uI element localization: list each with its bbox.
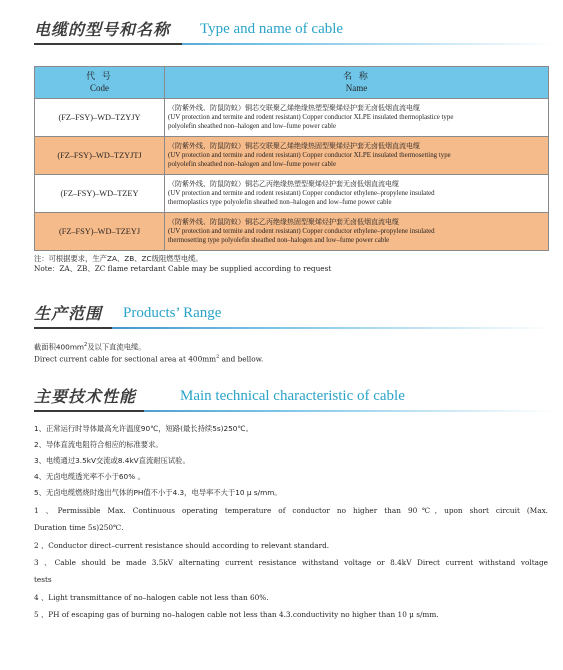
table-row xyxy=(35,137,549,175)
cable-name xyxy=(165,175,549,213)
section-divider-accent xyxy=(34,410,144,412)
cable-name-zh: （防紫外线、防鼠防蚁）铜芯交联聚乙烯绝缘热塑型聚烯烃护套无卤低烟直流电缆 xyxy=(168,103,420,112)
section-title-en: Type and name of cable xyxy=(200,21,344,37)
table-note xyxy=(34,254,331,274)
note-en: Note：ZA、ZB、ZC flame retardant Cable may be supplied according to request xyxy=(34,264,332,273)
cable-type-table xyxy=(34,66,549,251)
tech-item-en: 3 、Cable should be made 3.5kV alternating current resistance withstand voltage or 8.4kV Direct current withstand voltage xyxy=(34,558,548,567)
tech-item-zh: 4、无卤电缆透光率不小于60% 。 xyxy=(34,472,145,481)
range-zh-sup: 2 xyxy=(84,342,88,348)
section-type-and-name-header xyxy=(34,17,554,45)
cable-name-en-line2: thermosetting type polyolefin sheathed non–halogen and low–fume power cable xyxy=(168,237,390,245)
cable-name-en-line2: thermoplastics type polyolefin sheathed non–halogen and low–fume power cable xyxy=(168,199,392,207)
table-header-row xyxy=(35,67,549,99)
table-row xyxy=(35,213,549,251)
cable-name-zh: （防紫外线、防鼠防蚁）铜芯乙丙绝缘热固型聚烯烃护套无卤低烟直流电缆 xyxy=(168,217,399,226)
cable-name xyxy=(165,213,549,251)
section-divider-accent xyxy=(34,327,112,329)
section-divider xyxy=(34,327,554,329)
cable-name-zh: （防紫外线、防鼠防蚁）铜芯乙丙绝缘热塑型聚烯烃护套无卤低烟直流电缆 xyxy=(168,179,399,188)
tech-item-en: 5 、PH of escaping gas of burning no–halogen cable not less than 4.3.conductivity no higher than 10 μ s/mm. xyxy=(34,610,439,619)
section-title-en: Main technical characteristic of cable xyxy=(180,388,405,404)
range-zh xyxy=(34,340,263,352)
tech-item-en: 1 、Permissible Max. Continuous operating temperature of conductor no higher than 90℃, upon short circuit (Max. xyxy=(34,506,548,515)
cable-name-en-line1: (UV protection and termite and rodent resistant) Copper conductor XLPE insulated thermoplastice type xyxy=(168,113,454,121)
cable-name-en-line2: polyolefin sheathed non–halogen and low–fume power cable xyxy=(168,161,337,169)
code-header-zh: 代 号 xyxy=(86,71,113,82)
range-text xyxy=(34,340,263,365)
section-products-range-header xyxy=(34,301,554,329)
range-en xyxy=(34,352,263,364)
cable-name xyxy=(165,99,549,137)
section-title-en: Products’ Range xyxy=(123,305,222,321)
range-zh-text-end: 及以下直流电缆。 xyxy=(87,342,146,352)
code-column-header xyxy=(35,67,165,99)
tech-item-en: 2 、Conductor direct–current resistance should according to relevant standard. xyxy=(34,541,330,550)
tech-item-zh: 2、导体直流电阻符合相应的标准要求。 xyxy=(34,440,163,449)
note-zh: 注：可根据要求，生产ZA、ZB、ZC级阻燃型电缆。 xyxy=(34,254,203,263)
cable-code: (FZ–FSY)–WD–TZEY xyxy=(35,175,165,213)
cable-name-en-line1: (UV protection and termite and rodent resistant) Copper conductor ethylene–propylene insulated xyxy=(168,227,435,235)
section-title-zh: 生产范围 xyxy=(34,304,103,323)
table-row xyxy=(35,175,549,213)
section-technical-header xyxy=(34,384,554,412)
tech-item-en-cont: tests xyxy=(34,575,52,584)
cable-code: (FZ–FSY)–WD–TZYJY xyxy=(35,99,165,137)
cable-name-en-line1: (UV protection and termite and rodent resistant) Copper conductor XLPE insulated thermosetting type xyxy=(168,151,451,159)
code-header-en: Code xyxy=(90,82,109,93)
section-title-zh: 电缆的型号和名称 xyxy=(34,20,171,39)
table-row xyxy=(35,99,549,137)
range-en-sup: 2 xyxy=(216,354,220,361)
cable-name-en-line2: polyolefin sheathed non–halogen and low–fume power cable xyxy=(168,123,337,131)
tech-item-zh: 3、电缆通过3.5kV交流或8.4kV直流耐压试验。 xyxy=(34,456,190,465)
tech-item-zh: 1、正常运行时导体最高允许温度90℃，短路(最长持续5s)250℃。 xyxy=(34,424,253,433)
cable-name-en-line1: (UV protection and termite and rodent resistant) Copper conductor ethylene–propylene insulated xyxy=(168,189,435,197)
tech-item-zh: 5、无卤电缆燃烧时逸出气体的PH值不小于4.3，电导率不大于10 μ s/mm。 xyxy=(34,488,282,497)
section-title-zh: 主要技术性能 xyxy=(34,387,137,406)
name-header-en: Name xyxy=(345,82,368,93)
cable-code: (FZ–FSY)–WD–TZEYJ xyxy=(35,213,165,251)
tech-item-en: 4 、Light transmittance of no–halogen cable not less than 60%. xyxy=(34,593,269,602)
name-header-zh: 名 称 xyxy=(343,71,370,82)
cable-name-zh: （防紫外线、防鼠防蚁）铜芯交联聚乙烯绝缘热固型聚烯烃护套无卤低烟直流电缆 xyxy=(168,141,420,150)
name-column-header xyxy=(165,67,549,99)
section-divider-accent xyxy=(34,43,182,45)
range-en-text: Direct current cable for sectional area at 400mm xyxy=(34,354,217,364)
range-en-text-end: and bellow. xyxy=(219,354,264,364)
range-zh-text: 截面积400mm xyxy=(34,342,85,352)
cable-code: (FZ–FSY)–WD–TZYJTJ xyxy=(35,137,165,175)
cable-name xyxy=(165,137,549,175)
tech-item-en-cont: Duration time 5s)250℃. xyxy=(34,523,124,532)
